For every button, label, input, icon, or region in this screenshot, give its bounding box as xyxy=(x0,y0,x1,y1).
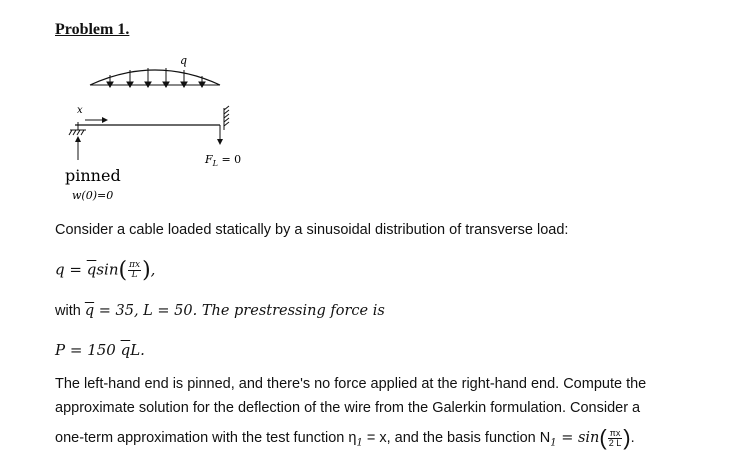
problem-title: Problem 1. xyxy=(55,21,130,38)
equation-q: $q = \overline{q}\sin$( $\frac{\pi x}{L}$ ), xyxy=(55,258,156,283)
intro-text: Consider a cable loaded statically by a sinusoidal distribution of transverse load: xyxy=(55,222,569,238)
pinned-label: pinned xyxy=(65,166,121,185)
equation-p: P = 150 $\overline{q}L$. xyxy=(55,341,145,359)
cable-diagram xyxy=(60,50,280,220)
load-arrows xyxy=(107,68,205,87)
x-axis-label: x xyxy=(77,105,83,116)
bc-label: w(0)=0 xyxy=(72,189,114,202)
right-end-guide xyxy=(224,106,229,130)
body-line-1: The left-hand end is pinned, and there's no force applied at the right-hand end. Compute the xyxy=(55,376,647,392)
body-line-3: one-term approximation with the test function $\eta_1 = x$, and the basis function $N_1 = \sin$( $\frac{\pi x}{2 L}$ ). xyxy=(55,425,635,450)
pin-support xyxy=(69,122,86,135)
load-label: q xyxy=(180,54,188,67)
force-label: $F_L = 0$ xyxy=(205,153,242,168)
given-values: with $\overline{q} = 35$, L = 50. The prestressing force is xyxy=(55,303,385,319)
body-line-2: approximate solution for the deflection of the wire from the Galerkin formulation. Consider a xyxy=(55,400,641,416)
